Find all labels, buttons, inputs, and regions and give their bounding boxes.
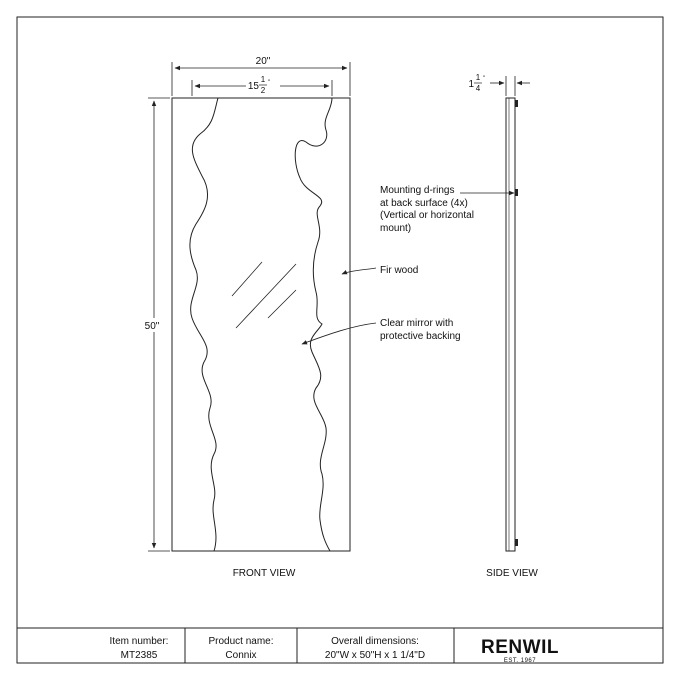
overall-dimensions-value: 20"W x 50"H x 1 1/4"D: [324, 650, 426, 661]
reflection-line: [232, 262, 262, 296]
reflection-line: [236, 264, 296, 328]
mirror-leader: [302, 323, 376, 344]
wood-leader: [342, 268, 376, 274]
svg-text:4: 4: [475, 84, 481, 93]
svg-text:1: 1: [260, 75, 266, 84]
d-ring: [515, 100, 518, 107]
callouts: [302, 185, 514, 344]
title-block: [17, 628, 663, 664]
side-view-label: SIDE VIEW: [486, 568, 538, 579]
svg-text:1: 1: [468, 79, 474, 90]
reflection-line: [268, 290, 296, 318]
callout-mounting: Mounting d-rings at back surface (4x) (Vertical or horizontal mount): [380, 185, 474, 234]
side-view: [468, 73, 538, 579]
svg-text:2: 2: [260, 86, 266, 95]
d-ring: [515, 189, 518, 196]
brand-tagline: EST. 1967: [503, 658, 537, 664]
brand-logo: RENWIL: [481, 637, 559, 658]
side-profile: [506, 98, 515, 551]
product-name-label: Product name:: [208, 636, 274, 647]
svg-text:": ": [483, 76, 486, 82]
callout-wood: Fir wood: [380, 265, 419, 276]
sheet-border: [17, 17, 663, 663]
svg-text:": ": [268, 80, 271, 86]
mirror-left-edge: [190, 98, 218, 551]
svg-text:15: 15: [247, 81, 259, 92]
d-ring: [515, 539, 518, 546]
callout-mirror: Clear mirror with protective backing: [380, 318, 461, 342]
overall-dimensions-label: Overall dimensions:: [331, 636, 419, 647]
front-view: [140, 56, 350, 579]
front-view-label: FRONT VIEW: [232, 568, 296, 579]
mirror-right-edge: [295, 98, 332, 551]
item-number-value: MT2385: [120, 650, 158, 661]
item-number-label: Item number:: [109, 636, 169, 647]
svg-text:1: 1: [475, 73, 481, 82]
product-name-value: Connix: [225, 650, 257, 661]
width-label: 20": [255, 56, 271, 67]
height-label: 50": [144, 321, 160, 332]
depth-label: [468, 73, 485, 93]
